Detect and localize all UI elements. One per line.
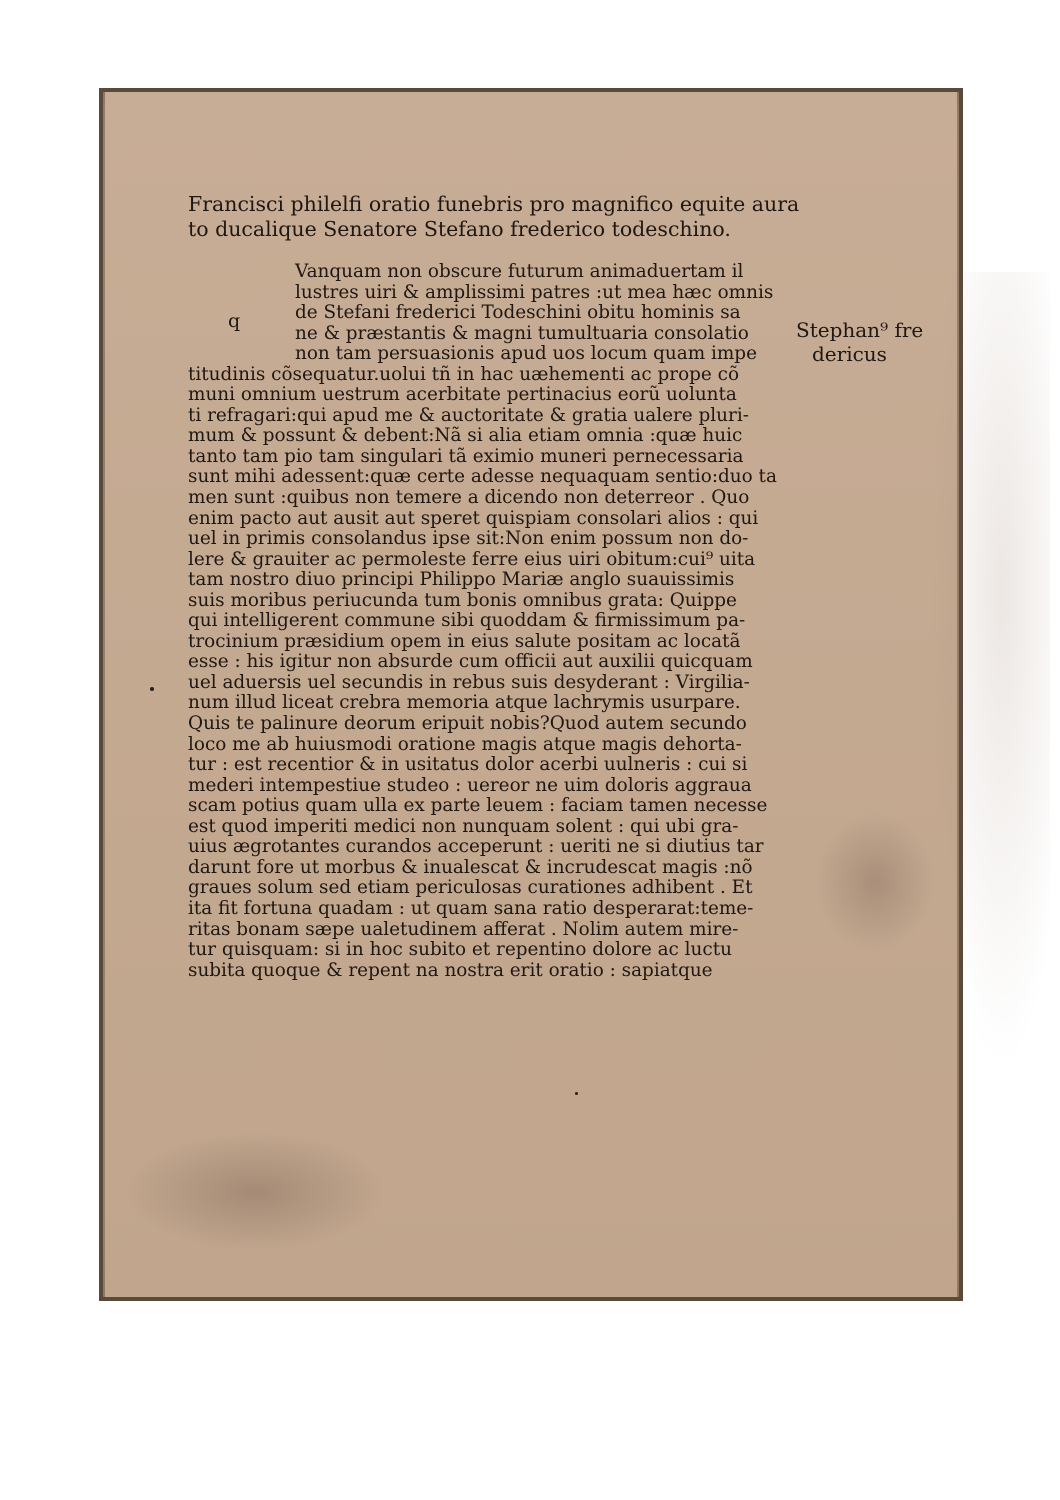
heading-line: Francisci philelfi oratio funebris pro magnifico equite aura (188, 192, 800, 216)
text-line: mum & possunt & debent:Nã si alia etiam omnia :quæ huic (188, 425, 743, 447)
text-line: sunt mihi adessent:quæ certe adesse nequaquam sentio:duo ta (188, 466, 777, 488)
text-line: esse : his igitur non absurde cum officii aut auxilii quicquam (188, 651, 753, 673)
text-line: ne & præstantis & magni tumultuaria consolatio (295, 322, 749, 344)
text-line: est quod imperiti medici non nunquam solent : qui ubi gra- (188, 815, 739, 837)
text-line: tam nostro diuo principi Philippo Mariæ anglo suauissimis (188, 569, 735, 591)
marginal-note (796, 318, 923, 366)
foxing-stain-right (815, 812, 935, 952)
text-line: suis moribus periucunda tum bonis omnibus grata: Quippe (188, 589, 737, 611)
text-line: ti refragari:qui apud me & auctoritate & gratia ualere pluri- (188, 404, 749, 426)
marginal-note-line: dericus (812, 342, 887, 366)
heading (188, 192, 828, 242)
text-line: men sunt :quibus non temere a dicendo non deterreor . Quo (188, 487, 750, 509)
margin-dot (575, 1092, 578, 1095)
foxing-stain-bottom (125, 1132, 385, 1252)
text-line: scam potius quam ulla ex parte leuem : faciam tamen necesse (188, 795, 768, 817)
text-line: Quis te palinure deorum eripuit nobis?Quod autem secundo (188, 713, 747, 735)
text-line: ita fit fortuna quadam : ut quam sana ratio desperarat:teme- (188, 897, 754, 919)
text-line: non tam persuasionis apud uos locum quam impe (295, 343, 757, 365)
text-line: enim pacto aut ausit aut speret quispiam consolari alios : qui (188, 507, 759, 529)
text-line: loco me ab huiusmodi oratione magis atque magis dehorta- (188, 733, 742, 755)
text-line: titudinis cõsequatur.uolui tñ in hac uæhementi ac prope cõ (188, 363, 740, 385)
text-line: tur quisquam: si in hoc subito et repentino dolore ac luctu (188, 939, 732, 961)
text-line: graues solum sed etiam periculosas curationes adhibent . Et (188, 877, 753, 899)
initial-guide-letter: q (228, 310, 241, 332)
text-line: uel in primis consolandus ipse sit:Non enim possum non do- (188, 528, 749, 550)
text-line: muni omnium uestrum acerbitate pertinacius eorũ uolunta (188, 384, 737, 406)
text-line: darunt fore ut morbus & inualescat & incrudescat magis :nõ (188, 856, 753, 878)
text-line: subita quoque & repent na nostra erit oratio : sapiatque (188, 959, 713, 981)
text-line: num illud liceat crebra memoria atque lachrymis usurpare. (188, 692, 741, 714)
marginal-note-line: Stephan⁹ fre (796, 318, 924, 342)
body-text (188, 262, 788, 981)
text-line: Vanquam non obscure futurum animaduertam il (295, 261, 744, 282)
text-line: lustres uiri & amplissimi patres :ut mea hæc omnis (295, 281, 774, 303)
text-line: qui intelligerent commune sibi quoddam & firmissimum pa- (188, 610, 746, 632)
text-line: uius ægrotantes curandos acceperunt : ueriti ne si diutius tar (188, 836, 764, 858)
margin-dot (150, 687, 154, 691)
text-line: trocinium præsidium opem in eius salute positam ac locatã (188, 630, 741, 652)
text-line: mederi intempestiue studeo : uereor ne uim doloris aggraua (188, 774, 752, 796)
text-line: uel aduersis uel secundis in rebus suis desyderant : Virgilia- (188, 671, 750, 693)
text-line: tanto tam pio tam singulari tã eximio muneri pernecessaria (188, 445, 744, 467)
text-line: ritas bonam sæpe ualetudinem afferat . Nolim autem mire- (188, 918, 739, 940)
text-line: lere & grauiter ac permoleste ferre eius uiri obitum:cui⁹ uita (188, 548, 756, 570)
text-line: tur : est recentior & in usitatus dolor acerbi uulneris : cui si (188, 754, 748, 776)
heading-line: to ducalique Senatore Stefano frederico todeschino. (188, 217, 731, 241)
show-through-bleed (930, 272, 1050, 1072)
text-line: de Stefani frederici Todeschini obitu hominis sa (295, 302, 741, 324)
